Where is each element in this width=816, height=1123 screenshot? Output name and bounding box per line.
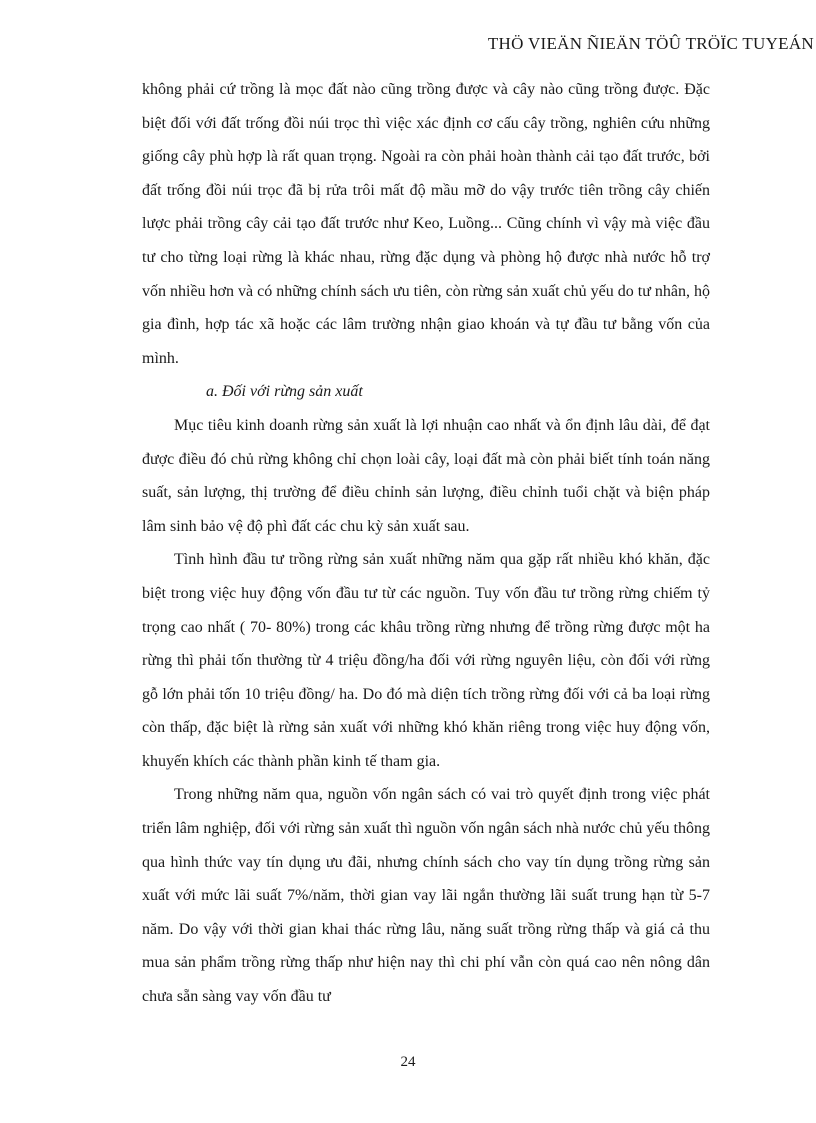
document-body [142, 73, 710, 1014]
page-header [0, 34, 816, 54]
paragraph-budget-capital: Trong những năm qua, nguồn vốn ngân sách có vai trò quyết định trong việc phát triển lâm nghiệp, đối với rừng sản xuất thì nguồn vốn ngân sách nhà nước chủ yếu thông qua hình thức vay tín dụng ưu đãi, nhưng chính sách cho vay tín dụng trồng rừng sản xuất với mức lãi suất 7%/năm, thời gian vay lãi ngắn thường lãi suất trung hạn từ 5-7 năm. Do vậy với thời gian khai thác rừng lâu, năng suất trồng rừng thấp và giá cả thu mua sản phẩm trồng rừng thấp như hiện nay thì chi phí vẫn còn quá cao nên nông dân chưa sẵn sàng vay vốn đầu tư [142, 786, 710, 1006]
section-subheading: a. Đối với rừng sản xuất [206, 383, 363, 401]
paragraph-continuation: không phải cứ trồng là mọc đất nào cũng trồng được và cây nào cũng trồng được. Đặc biệt đối với đất trống đồi núi trọc thì việc xác định cơ cấu cây trồng, nghiên cứu những giống cây phù hợp là rất quan trọng. Ngoài ra còn phải hoàn thành cải tạo đất trước, bởi đất trống đồi núi trọc đã bị rửa trôi mất độ mầu mỡ do vậy trước tiên trồng cây chiến lược phải trồng cây cải tạo đất trước như Keo, Luồng... Cũng chính vì vậy mà việc đầu tư cho từng loại rừng là khác nhau, rừng đặc dụng và phòng hộ được nhà nước hỗ trợ vốn nhiều hơn và có những chính sách ưu tiên, còn rừng sản xuất chủ yếu do tư nhân, hộ gia đình, hợp tác xã hoặc các lâm trường nhận giao khoán và tự đầu tư bằng vốn của mình. [142, 81, 710, 367]
header-site-title: THÖ VIEÄN ÑIEÄN TÖÛ TRÖÏC TUYEÁN [487, 34, 814, 53]
paragraph-business-goal: Mục tiêu kinh doanh rừng sản xuất là lợi nhuận cao nhất và ổn định lâu dài, để đạt được điều đó chủ rừng không chỉ chọn loài cây, loại đất mà còn phải biết tính toán năng suất, sản lượng, thị trường để điều chỉnh sản lượng, điều chỉnh tuổi chặt và biện pháp lâm sinh bảo vệ độ phì đất các chu kỳ sản xuất sau. [142, 416, 710, 535]
page-number: 24 [400, 1054, 416, 1070]
paragraph-investment-situation: Tình hình đầu tư trồng rừng sản xuất những năm qua gặp rất nhiều khó khăn, đặc biệt trong việc huy động vốn đầu tư từ các nguồn. Tuy vốn đầu tư trồng rừng chiếm tỷ trọng cao nhất ( 70- 80%) trong các khâu trồng rừng nhưng để trồng rừng được một ha rừng thì phải tốn thường từ 4 triệu đồng/ha đối với rừng nguyên liệu, còn đối với rừng gỗ lớn phải tốn 10 triệu đồng/ ha. Do đó mà diện tích trồng rừng đối với cả ba loại rừng còn thấp, đặc biệt là rừng sản xuất với những khó khăn riêng trong việc huy động vốn, khuyến khích các thành phần kinh tế tham gia. [142, 551, 710, 770]
